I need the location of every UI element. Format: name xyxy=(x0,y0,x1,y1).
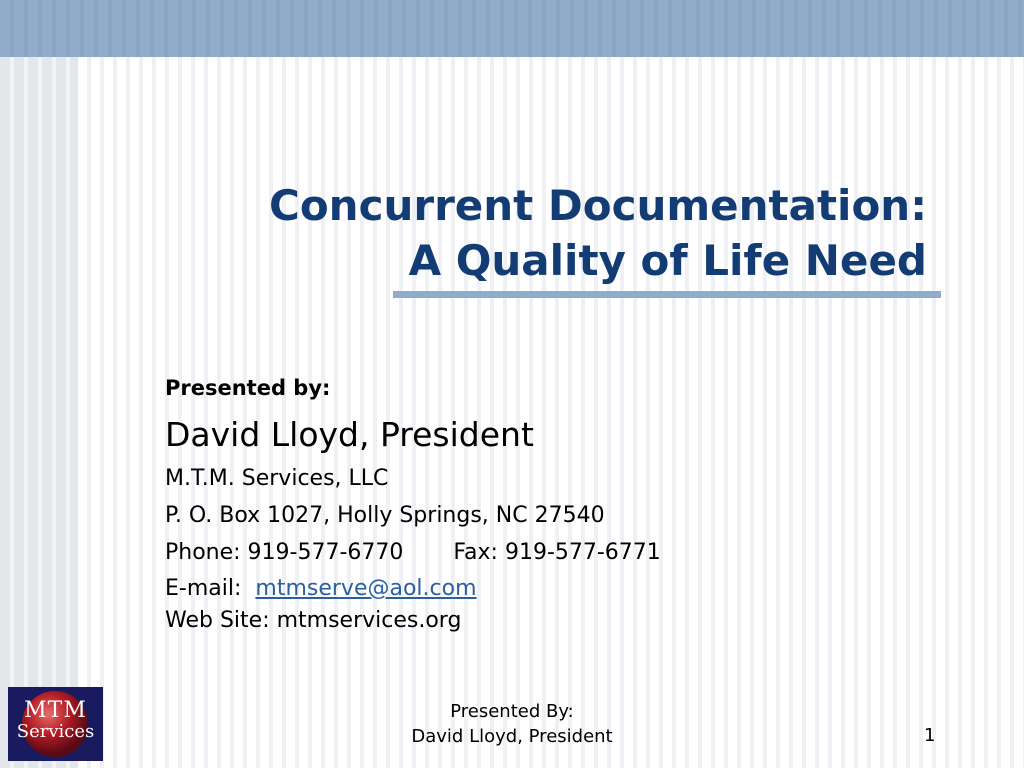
email-link[interactable]: mtmserve@aol.com xyxy=(255,576,477,601)
email-label: E-mail: xyxy=(165,576,242,601)
fax-number: Fax: 919-577-6771 xyxy=(453,540,661,565)
mailing-address: P. O. Box 1027, Holly Springs, NC 27540 xyxy=(165,503,605,528)
email-line xyxy=(165,571,661,607)
slide-title xyxy=(269,178,927,288)
title-line-2: A Quality of Life Need xyxy=(408,236,927,285)
slide-number: 1 xyxy=(924,725,936,746)
phone-number: Phone: 919-577-6770 xyxy=(165,540,404,565)
presenter-name: David Lloyd, President xyxy=(165,415,534,454)
top-band xyxy=(0,0,1024,57)
mtm-services-logo xyxy=(8,687,103,761)
logo-text-mtm: MTM xyxy=(24,698,87,723)
company-name: M.T.M. Services, LLC xyxy=(165,466,389,491)
contact-numbers xyxy=(165,534,661,571)
presented-by-label: Presented by: xyxy=(165,376,331,400)
left-band xyxy=(0,57,78,768)
title-underline xyxy=(393,291,941,298)
presenter-details xyxy=(165,372,661,634)
logo-text-services: Services xyxy=(16,721,95,742)
footer-line-1: Presented By: xyxy=(450,701,574,722)
footer-presenter xyxy=(390,699,634,749)
title-line-1: Concurrent Documentation: xyxy=(269,181,927,230)
website: Web Site: mtmservices.org xyxy=(165,608,462,633)
footer-line-2: David Lloyd, President xyxy=(411,726,613,747)
